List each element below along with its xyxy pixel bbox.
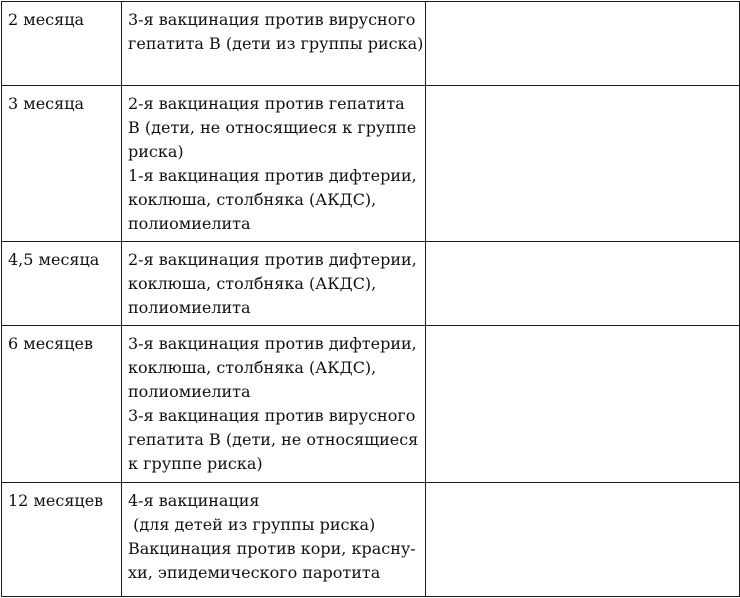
vaccination-line: полиомиелита	[128, 214, 251, 233]
vaccination-line: гепатита В (дети, не относящиеся	[128, 430, 419, 449]
note-cell	[426, 2, 740, 86]
vaccination-line: 2-я вакцинация против дифтерии,	[128, 250, 417, 269]
note-cell	[426, 483, 740, 597]
vaccination-line: 4-я вакцинация	[128, 491, 260, 510]
age-text: 6 месяцев	[8, 334, 93, 353]
age-cell	[2, 242, 122, 326]
vaccination-line: полиомиелита	[128, 382, 251, 401]
age-cell	[2, 483, 122, 597]
vaccination-line: 3-я вакцинация против вирусного	[128, 406, 416, 425]
vaccination-line: 2-я вакцинация против гепатита	[128, 94, 405, 113]
vaccination-line: коклюша, столбняка (АКДС),	[128, 358, 377, 377]
vaccination-line: хи, эпидемического паротита	[128, 563, 381, 582]
vaccination-line: коклюша, столбняка (АКДС),	[128, 274, 377, 293]
table-row	[2, 86, 740, 242]
vaccination-line: к группе риска)	[128, 454, 263, 473]
vaccination-line: риска)	[128, 142, 184, 161]
vaccination-cell	[122, 86, 426, 242]
vaccination-line: коклюша, столбняка (АКДС),	[128, 190, 377, 209]
table-row	[2, 483, 740, 597]
table-row	[2, 326, 740, 483]
vaccination-cell	[122, 242, 426, 326]
age-text: 12 месяцев	[8, 491, 104, 510]
table-row	[2, 2, 740, 86]
vaccination-line: 1-я вакцинация против дифтерии,	[128, 166, 417, 185]
age-cell	[2, 326, 122, 483]
vaccination-cell	[122, 2, 426, 86]
table-row	[2, 242, 740, 326]
vaccination-line: (для детей из группы риска)	[128, 515, 376, 534]
vaccination-schedule-table	[1, 1, 740, 597]
age-cell	[2, 86, 122, 242]
vaccination-line: 3-я вакцинация против дифтерии,	[128, 334, 417, 353]
note-cell	[426, 326, 740, 483]
vaccination-line: Вакцинация против кори, красну-	[128, 539, 416, 558]
vaccination-cell	[122, 326, 426, 483]
vaccination-line: гепатита В (дети из группы риска)	[128, 34, 424, 53]
note-cell	[426, 242, 740, 326]
note-cell	[426, 86, 740, 242]
vaccination-line: В (дети, не относящиеся к группе	[128, 118, 417, 137]
age-cell	[2, 2, 122, 86]
age-text: 4,5 месяца	[8, 250, 100, 269]
age-text: 3 месяца	[8, 94, 85, 113]
age-text: 2 месяца	[8, 10, 85, 29]
vaccination-line: полиомиелита	[128, 298, 251, 317]
vaccination-cell	[122, 483, 426, 597]
vaccination-line: 3-я вакцинация против вирусного	[128, 10, 416, 29]
